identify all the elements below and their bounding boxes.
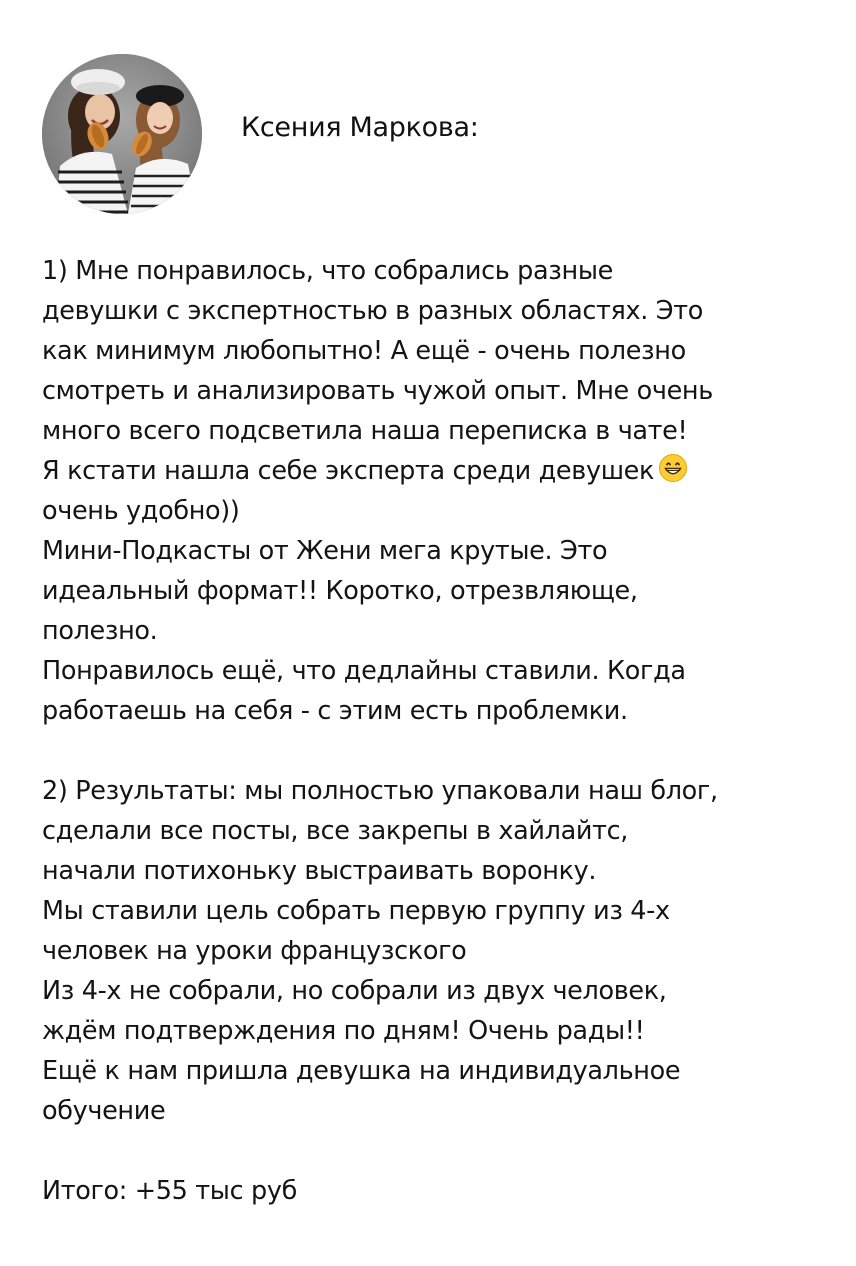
review-header — [42, 54, 822, 214]
text-line: человек на уроки французского — [42, 936, 467, 966]
text-line: идеальный формат!! Коротко, отрезвляюще, — [42, 576, 638, 606]
text-line: работаешь на себя - с этим есть проблемки. — [42, 696, 628, 726]
text-line: ждём подтверждения по дням! Очень рады!! — [42, 1016, 645, 1046]
paragraph-gap — [42, 1131, 832, 1171]
text-line: девушки с экспертностью в разных областях. Это — [42, 296, 703, 326]
grinning-face-emoji-icon — [658, 453, 688, 483]
text-line: смотреть и анализировать чужой опыт. Мне очень — [42, 376, 713, 406]
text-line: Ещё к нам пришла девушка на индивидуальное — [42, 1056, 681, 1086]
two-women-photo-icon — [42, 54, 202, 214]
text-line: начали потихоньку выстраивать воронку. — [42, 856, 597, 886]
text-line: 2) Результаты: мы полностью упаковали наш блог, — [42, 776, 718, 806]
paragraph-gap — [42, 731, 832, 771]
text-line: очень удобно)) — [42, 496, 240, 526]
text-line: много всего подсветила наша переписка в чате! — [42, 416, 688, 446]
text-line-with-emoji — [42, 451, 832, 491]
author-name: Ксения Маркова: — [241, 112, 479, 143]
total-line: Итого: +55 тыс руб — [42, 1176, 297, 1206]
text-line: Мы ставили цель собрать первую группу из 4-х — [42, 896, 670, 926]
text-line: Из 4-х не собрали, но собрали из двух человек, — [42, 976, 667, 1006]
avatar — [42, 54, 202, 214]
text-line: как минимум любопытно! А ещё - очень полезно — [42, 336, 686, 366]
text-line: Мини-Подкасты от Жени мега крутые. Это — [42, 536, 608, 566]
text-line: обучение — [42, 1096, 166, 1126]
text-line: 1) Мне понравилось, что собрались разные — [42, 256, 613, 286]
review-text — [42, 251, 832, 1211]
text-line: сделали все посты, все закрепы в хайлайтс, — [42, 816, 628, 846]
text-line: Понравилось ещё, что дедлайны ставили. Когда — [42, 656, 686, 686]
text-segment: Я кстати нашла себе эксперта среди девушек — [42, 456, 655, 486]
text-line: полезно. — [42, 616, 158, 646]
